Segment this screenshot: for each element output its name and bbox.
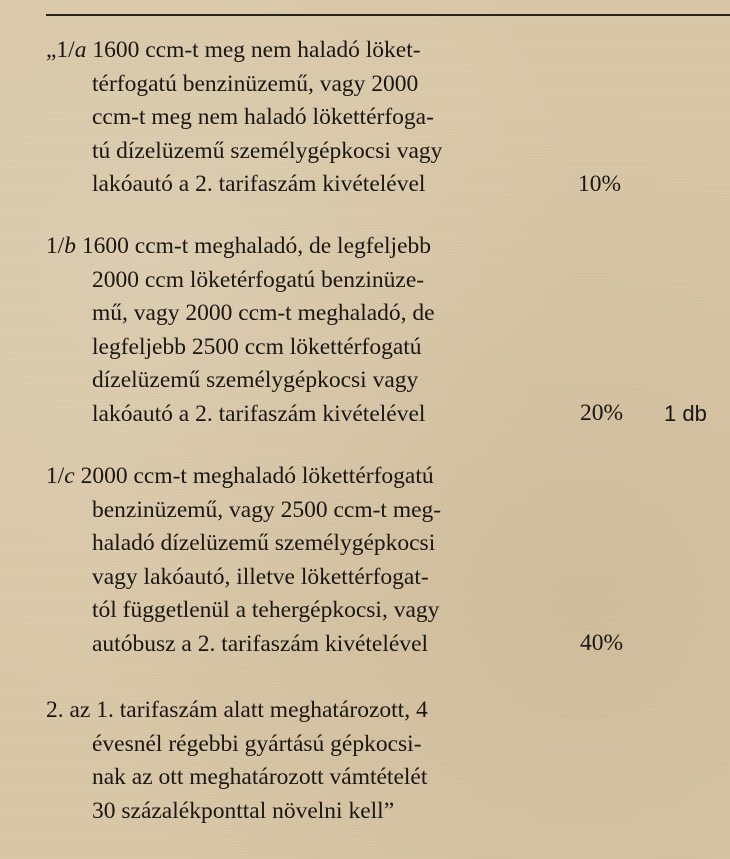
tariff-entry-1c bbox=[46, 460, 546, 662]
line-text: 1600 ccm-t meg nem haladó löket- bbox=[86, 37, 421, 63]
line-text: 1600 ccm-t meghaladó, de legfeljebb bbox=[76, 233, 432, 259]
entry-line: 2000 ccm löketérfogatú benzinüze- bbox=[92, 266, 425, 293]
entry-line: évesnél régebbi gyártású gépkocsi- bbox=[92, 730, 422, 757]
entry-line: ccm-t meg nem haladó lökettérfoga- bbox=[92, 104, 434, 130]
entry-line bbox=[46, 694, 428, 728]
rate-1b: 20% bbox=[580, 400, 624, 426]
entry-letter: a bbox=[74, 37, 87, 63]
entry-line: vagy lakóautó, illetve lökettérfogat- bbox=[92, 563, 429, 590]
top-rule bbox=[46, 14, 730, 16]
entry-line: autóbusz a 2. tarifaszám kivételével bbox=[92, 630, 429, 657]
entry-line bbox=[46, 460, 434, 494]
entry-letter: b bbox=[64, 233, 77, 259]
entry-line: tú dízelüzemű személygépkocsi vagy bbox=[92, 137, 443, 164]
entry-line: haladó dízelüzemű személygépkocsi bbox=[92, 530, 436, 556]
line-text: 2000 ccm-t meghaladó lökettérfogatú bbox=[74, 463, 434, 489]
entry-line: tól függetlenül a tehergépkocsi, vagy bbox=[92, 597, 440, 623]
entry-line: 30 százalékponttal növelni kell” bbox=[92, 797, 395, 824]
entry-number: „1/ bbox=[46, 37, 75, 63]
entry-line: legfeljebb 2500 ccm lökettérfogatú bbox=[92, 333, 422, 360]
entry-number: 2. bbox=[46, 697, 64, 723]
tariff-entry-1b bbox=[46, 230, 546, 432]
entry-letter: c bbox=[64, 463, 75, 489]
tariff-entry-2 bbox=[46, 694, 566, 834]
entry-line: lakóautó a 2. tarifaszám kivételével bbox=[92, 171, 426, 197]
entry-line bbox=[46, 34, 421, 68]
entry-number: 1/ bbox=[46, 233, 65, 259]
entry-line: mű, vagy 2000 ccm-t meghaladó, de bbox=[92, 300, 435, 326]
entry-line: benzinüzemű, vagy 2500 ccm-t meg- bbox=[92, 496, 442, 523]
unit-quantity: 1 db bbox=[664, 401, 707, 426]
rate-1a: 10% bbox=[578, 171, 622, 197]
entry-line: dízelüzemű személygépkocsi vagy bbox=[92, 367, 419, 393]
tariff-entry-1a bbox=[46, 34, 546, 202]
entry-line: térfogatú benzinüzemű, vagy 2000 bbox=[92, 70, 419, 97]
entry-number: 1/ bbox=[46, 463, 65, 489]
entry-line bbox=[46, 230, 431, 264]
line-text: az 1. tarifaszám alatt meghatározott, 4 bbox=[63, 697, 428, 723]
entry-line: lakóautó a 2. tarifaszám kivételével bbox=[92, 400, 426, 427]
rate-1c: 40% bbox=[580, 630, 624, 656]
entry-line: nak az ott meghatározott vámtételét bbox=[92, 764, 428, 790]
